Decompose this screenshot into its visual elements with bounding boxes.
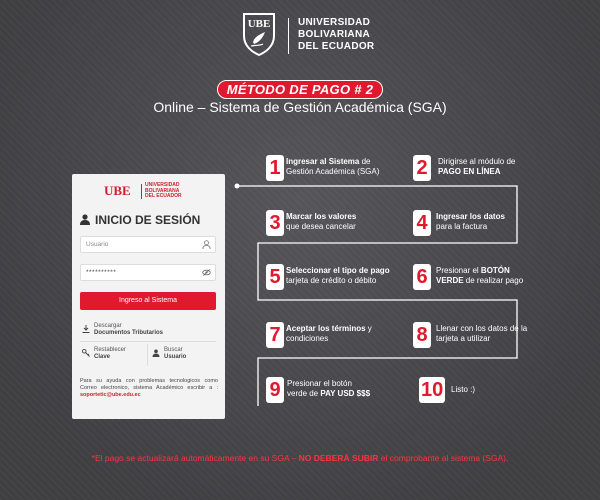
step-text-bold: Aceptar los términos <box>286 324 366 333</box>
eye-slash-icon[interactable] <box>202 268 211 277</box>
step-number: 5 <box>266 264 284 290</box>
login-heading-text: INICIO DE SESIÓN <box>95 213 201 227</box>
step-number: 1 <box>266 155 284 181</box>
logo-name-line-3: DEL ECUADOR <box>298 41 375 52</box>
step-text-rest: y <box>365 324 372 333</box>
reset-link-line-1: Restablecer <box>94 347 127 353</box>
reset-password-link[interactable] <box>80 344 148 366</box>
step-text-bold: Seleccionar el tipo de pago <box>286 266 390 275</box>
step-text <box>286 266 390 286</box>
footer-note <box>0 453 600 463</box>
panel-logo-mark: UBE <box>104 183 131 198</box>
password-value: ********** <box>86 269 117 276</box>
login-heading <box>80 213 200 227</box>
search-link-line-1: Buscar <box>164 347 183 353</box>
step-text-bold: PAGO EN LÍNEA <box>438 167 501 176</box>
panel-logo-name-line-2: BOLIVARIANA <box>145 187 180 194</box>
download-icon <box>82 325 90 333</box>
step-text-bold: Ingresar los datos <box>436 212 505 221</box>
help-text-body: Para su ayuda con problemas tecnologicos como Correo electronico, sistema Académico escribir a : <box>80 378 218 391</box>
logo-name-line-1: UNIVERSIDAD <box>298 17 371 28</box>
step-number: 10 <box>421 379 444 401</box>
step-text-line2: Gestión Académica (SGA) <box>286 167 380 176</box>
password-input[interactable] <box>80 264 216 281</box>
step-text-line2: condiciones <box>286 334 329 343</box>
help-text <box>80 378 218 399</box>
login-panel-illustration <box>72 174 225 419</box>
step-number: 4 <box>413 210 431 236</box>
page-subtitle: Online – Sistema de Gestión Académica (SGA) <box>153 99 447 115</box>
search-user-link[interactable] <box>150 344 216 366</box>
step-number: 3 <box>266 210 284 236</box>
panel-logo-divider <box>141 184 142 199</box>
key-icon <box>82 349 90 357</box>
user-icon <box>152 349 160 357</box>
step-text-line2: tarjeta de crédito o débito <box>286 276 377 285</box>
step-text-bold: Marcar los valores <box>286 212 357 221</box>
step-text-plain: Llenar con los datos de la <box>436 324 528 333</box>
step-text-bold: Ingresar al Sistema <box>286 157 360 166</box>
download-documents-link[interactable] <box>80 320 216 342</box>
step-number: 8 <box>413 322 431 348</box>
step-number: 6 <box>413 264 431 290</box>
logo-mark: UBE <box>247 18 271 30</box>
step-number: 2 <box>413 155 431 181</box>
page-title: MÉTODO DE PAGO # 2 <box>217 80 383 99</box>
step-text-plain: Listo :) <box>451 385 476 394</box>
step-text <box>287 379 370 399</box>
step-text-bold: PAY USD $$$ <box>320 389 371 398</box>
panel-logo-name-line-3: DEL ECUADOR <box>145 193 182 199</box>
step-text-rest: de <box>359 157 371 166</box>
step-number: 9 <box>266 377 284 403</box>
step-text <box>436 324 527 344</box>
step-text-line2: verde de <box>287 389 321 398</box>
logo-name-line-2: BOLIVARIANA <box>298 29 371 40</box>
footer-text-post: el comprobante al sistema (SGA). <box>378 453 509 463</box>
step-text <box>286 212 356 232</box>
username-input[interactable] <box>80 236 216 253</box>
download-link-line-2: Documentos Tributarios <box>94 330 164 336</box>
step-text-bold-2: VERDE <box>436 276 464 285</box>
panel-logo <box>104 181 214 203</box>
step-text-rest: de realizar pago <box>463 276 524 285</box>
step-text-bold: BOTÓN <box>480 266 510 275</box>
step-text <box>436 266 523 286</box>
footer-text-pre: *El pago se actualizará automáticamente en su SGA – <box>91 453 299 463</box>
step-text <box>436 212 505 232</box>
step-text-line2: que desea cancelar <box>286 222 356 231</box>
step-text-line2: tarjeta a utilizar <box>436 334 491 343</box>
username-placeholder: Usuario <box>86 241 109 248</box>
step-text-plain: Dirigirse al módulo de <box>438 157 516 166</box>
reset-link-line-2: Clave <box>94 354 111 360</box>
login-links <box>80 320 216 368</box>
help-email-link[interactable]: soportetic@ube.edu.ec <box>80 392 141 398</box>
step-number: 7 <box>266 322 284 348</box>
step-text-plain: Presionar el <box>436 266 481 275</box>
step-text-plain: Presionar el botón <box>287 379 352 388</box>
step-text-line2: para la factura <box>436 222 488 231</box>
step-text <box>438 157 515 177</box>
step-text <box>286 324 372 344</box>
panel-logo-name <box>145 183 182 200</box>
step-text <box>286 157 379 177</box>
panel-logo-name-line-1: UNIVERSIDAD <box>145 182 180 188</box>
user-outline-icon <box>202 240 211 249</box>
login-button[interactable]: Ingreso al Sistema <box>80 292 216 310</box>
step-text <box>451 385 475 395</box>
download-link-line-1: Descargar <box>94 323 122 329</box>
search-link-line-2: Usuario <box>164 354 187 360</box>
footer-text-bold: NO DEBERÁ SUBIR <box>298 453 379 463</box>
